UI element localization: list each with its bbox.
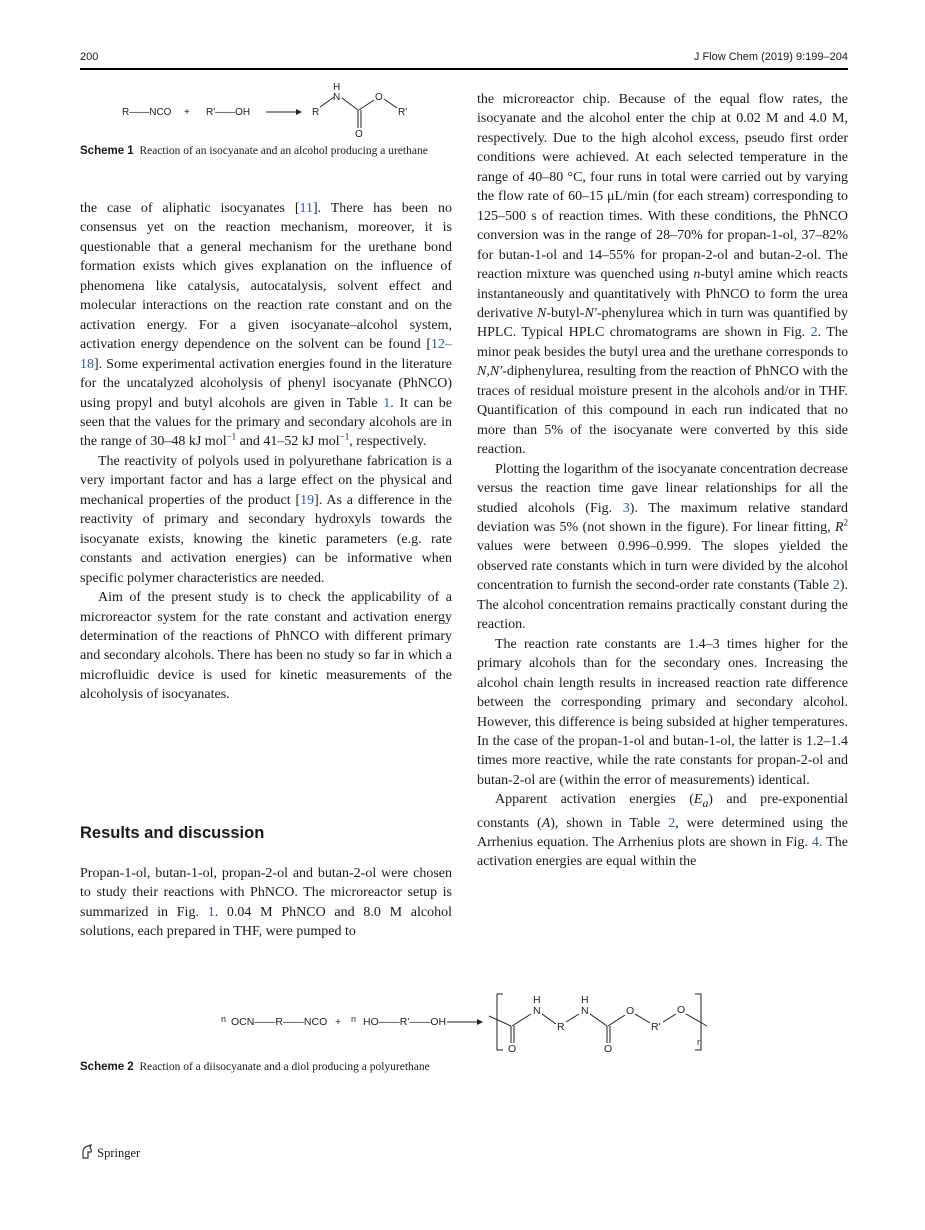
scheme1-atom-h: H — [333, 82, 341, 93]
scheme2-atom-h1: H — [533, 994, 541, 1006]
scheme1-atom-n: N — [333, 92, 341, 103]
scheme-1-caption — [80, 145, 428, 157]
footer — [80, 1144, 140, 1164]
scheme2-atom-o2: O — [677, 1004, 686, 1016]
scheme-2-caption — [80, 1061, 430, 1073]
scheme-2-label: Scheme 2 — [80, 1061, 134, 1073]
scheme1-atom-r-prime: R' — [398, 107, 408, 118]
left-column-lower — [80, 864, 452, 942]
scheme2-atom-r: R — [557, 1021, 565, 1033]
reaction-arrowhead — [296, 109, 302, 115]
scheme1-atom-o-top: O — [375, 92, 383, 103]
section-title: Results and discussion — [80, 824, 265, 842]
scheme2-n1: n — [221, 1014, 227, 1024]
right-paragraph-3: The reaction rate constants are 1.4–3 times higher for the primary alcohols than for the secondary ones. Increasing the alcohol chain length results in increased reaction rate difference between the corresponding primary and secondary alcohol. However, this difference is being subsided at higher temperatures. In the case of the propan-1-ol and butan-1-ol, the latter is 1.2–1.4 times more reactive, while the rate constants for propan-2-ol and butan-2-ol are (within the error of measurements) identical. — [477, 636, 848, 788]
scheme2-atom-n2: N — [581, 1005, 589, 1017]
scheme2-atom-o-bottom2: O — [604, 1043, 613, 1055]
scheme2-reactant2: HO——R'——OH — [363, 1016, 447, 1028]
scheme2-subscript-n: n — [697, 1037, 703, 1047]
scheme2-atom-o1: O — [626, 1005, 635, 1017]
reaction-arrowhead-2 — [477, 1019, 483, 1025]
right-paragraph-2: Plotting the logarithm of the isocyanate concentration decrease versus the reaction time gave linear relationships for all the studied alcohols (Fig. 3). The maximum relative standard deviation was 5% (not shown in the figure). For linear fitting, $R^2$ values were between 0.996–0.999. The slopes yielded the observed rate constants which in turn were divided by the alcohol concentration to furnish the second-order rate constants (Table 2). The alcohol concentration remains practically constant during the reaction. — [477, 461, 848, 633]
left-column — [80, 199, 452, 705]
header-rule — [80, 68, 848, 70]
scheme-1-caption-text: Reaction of an isocyanate and an alcohol producing a urethane — [139, 145, 428, 157]
scheme1-atom-o-bottom: O — [355, 129, 363, 140]
right-paragraph-1: the microreactor chip. Because of the equal flow rates, the isocyanate and the alcohol enter the chip at 0.02 M and 4.0 M, respectively. Due to the high alcohol excess, pseudo first order conditions were achieved. At each selected temperature in the range of 40–80 °C, four runs in total were carried out by varying the flow rate of 60–15 μL/min (for each stream) corresponding to 125–500 s of reaction times. With these conditions, the PhNCO conversion was in the range of 28–70% for propan-1-ol, 37–82% for butan-1-ol and 14–55% for propan-2-ol and butan-2-ol. The reaction mixture was quenched using n-butyl amine which reacts instantaneously and quantitatively with PhNCO to form the urea derivative N-butyl-N′-phenylurea which in turn was quantified by HPLC. Typical HPLC chromatograms are shown in Fig. 2. The minor peak besides the butyl urea and the urethane corresponds to N,N′-diphenylurea, resulting from the reaction of PhNCO with the traces of residual moisture present in the alcohols and/or in THF. Quantification of this compound in each run indicated that no more than 5% of the isocyanate were converted by this side reaction. — [477, 92, 848, 458]
running-header — [80, 51, 848, 67]
scheme2-n2: n — [351, 1014, 357, 1024]
scheme1-plus: + — [184, 107, 190, 118]
scheme2-reactant1: OCN——R——NCO — [231, 1016, 328, 1028]
left-paragraph-3: Aim of the present study is to check the applicability of a microreactor system for the rate constant and activation energy determination of the reactions of PhNCO with different primary and secondary alcohols. There has been no study so far in which a microfluidic device is used for kinetic measurements of the alcoholysis of isocyanates. — [80, 590, 452, 703]
left-paragraph-4: Propan-1-ol, butan-1-ol, propan-2-ol and butan-2-ol were chosen to study their reactions with PhNCO. The microreactor setup is summarized in Fig. 1. 0.04 M PhNCO and 8.0 M alcohol solutions, each prepared in THF, were pumped to — [80, 866, 452, 940]
scheme2-plus: + — [335, 1016, 342, 1028]
scheme1-lhs2: R'——OH — [206, 107, 251, 118]
scheme-1-diagram — [110, 80, 440, 142]
scheme1-atom-r: R — [312, 107, 320, 118]
right-column — [477, 90, 848, 872]
scheme2-atom-r-prime: R' — [651, 1021, 661, 1033]
scheme-1-label: Scheme 1 — [80, 145, 134, 157]
journal-citation: J Flow Chem (2019) 9:199–204 — [693, 51, 848, 63]
scheme2-atom-n1: N — [533, 1005, 541, 1017]
right-paragraph-4: Apparent activation energies $(E_a)$ and pre-exponential constants (A), shown in Table 2, were determined using the Arrhenius equation. The Arrhenius plots are shown in Fig. 4. The activation energies are equal within the — [477, 792, 849, 870]
springer-horse-icon — [80, 1144, 94, 1160]
scheme2-atom-h2: H — [581, 994, 589, 1006]
scheme-2-diagram — [215, 990, 715, 1060]
scheme-2-caption-text: Reaction of a diisocyanate and a diol producing a polyurethane — [139, 1061, 430, 1073]
left-paragraph-1: the case of aliphatic isocyanates [11]. There has been no consensus yet on the reaction mechanism, moreover, it is questionable that a general mechanism for the urethane bond formation exists which gives explanation on the influence of phenomena like catalysis, autocatalysis, solvent effect and molecular interactions on the reaction rate constant and on the activation energy. For a given isocyanate–alcohol system, activation energy dependence on the solvent can be found [12–18]. Some experimental activation energies found in the literature for the uncatalyzed alcoholysis of phenyl isocyanate (PhNCO) using propyl and butyl alcohols are given in Table 1. It can be seen that the values for the primary and secondary alcohols are in the range of 30–48 kJ mol$^{-1}$ and 41–52 kJ mol$^{-1}$, respectively. — [80, 201, 453, 450]
scheme2-atom-o-bottom1: O — [508, 1043, 517, 1055]
scheme1-lhs1: R——NCO — [122, 107, 172, 118]
left-paragraph-2: The reactivity of polyols used in polyurethane fabrication is a very important factor and has a large effect on the physical and mechanical properties of the product [19]. As a difference in the reactivity of primary and secondary hydroxyls towards the isocyanate exists, knowing the kinetic parameters (e.g. rate constants and activation energies) can be informative when specific polymer characteristics are needed. — [80, 453, 452, 586]
publisher-name: Springer — [97, 1146, 141, 1160]
page-number: 200 — [80, 51, 99, 63]
